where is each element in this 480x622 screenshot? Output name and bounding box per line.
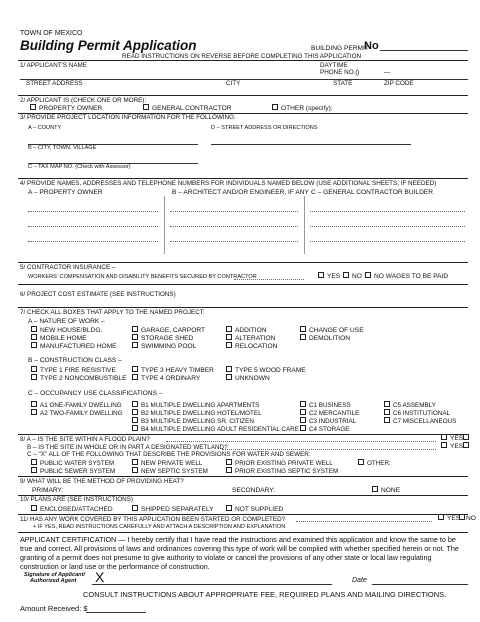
flood-plain-question: 8/ A – IS THE SITE WITHIN A FLOOD PLAIN? [20, 436, 150, 443]
tax-map-label: C – TAX MAP NO. (Check with Assessor) [28, 164, 131, 170]
checkbox[interactable] [31, 334, 37, 340]
date-field[interactable] [372, 584, 468, 585]
option-public-sewer[interactable]: PUBLIC SEWER SYSTEM [31, 468, 115, 475]
checkbox[interactable] [30, 104, 36, 110]
leader-dots [166, 441, 436, 442]
option-a1[interactable]: A1 ONE-FAMILY DWELLING [31, 402, 122, 409]
amount-received-field[interactable] [86, 612, 146, 613]
option-b3[interactable]: B3 MULTIPLE DWELLING SR. CITIZEN [132, 418, 254, 425]
phone-label: PHONE NO.( [320, 69, 358, 76]
option-addition[interactable]: ADDITION [226, 327, 267, 334]
contractor-line-1[interactable] [310, 211, 465, 212]
option-no-heat[interactable]: NONE [372, 487, 400, 494]
column-divider [164, 196, 165, 254]
divider [18, 307, 468, 308]
option-unknown[interactable]: UNKNOWN [226, 375, 270, 382]
state-label: STATE [333, 80, 353, 87]
checkbox[interactable] [300, 425, 306, 431]
signature-label-2: Authorized Agent [30, 578, 77, 584]
checkbox[interactable] [365, 272, 371, 278]
checkbox[interactable] [132, 401, 138, 407]
town-name: TOWN OF MEXICO [20, 30, 83, 37]
water-sewer-question: C – "X" ALL OF THE FOLLOWING THAT DESCRIBE THE PROVISIONS FOR WATER AND SEWER: [27, 451, 311, 458]
divider [18, 95, 468, 96]
option-type1[interactable]: TYPE 1 FIRE RESISTIVE [31, 367, 116, 374]
checkbox[interactable] [31, 326, 37, 332]
checkbox[interactable] [300, 409, 306, 415]
checkbox[interactable] [226, 334, 232, 340]
option-general-contractor[interactable]: GENERAL CONTRACTOR [143, 105, 232, 112]
check-boxes-label: 7/ CHECK ALL BOXES THAT APPLY TO THE NAMED PROJECT: [20, 309, 205, 316]
checkbox[interactable] [226, 366, 232, 372]
street-directions-label: D – STREET ADDRESS OR DIRECTIONS [211, 125, 318, 131]
checkbox[interactable] [132, 459, 138, 465]
checkbox[interactable] [132, 417, 138, 423]
cost-estimate-label: 6/ PROJECT COST ESTIMATE (SEE INSTRUCTIONS) [20, 291, 176, 298]
checkbox[interactable] [226, 374, 232, 380]
checkbox[interactable] [132, 425, 138, 431]
checkbox[interactable] [438, 514, 444, 520]
checkbox[interactable] [463, 442, 469, 448]
checkbox[interactable] [300, 334, 306, 340]
insurance-no-wages[interactable]: NO WAGES TO BE PAID [365, 273, 448, 280]
divider [18, 60, 468, 61]
option-c1[interactable]: C1 BUSINESS [300, 402, 351, 409]
architect-line-3[interactable] [170, 241, 298, 242]
checkbox[interactable] [372, 486, 378, 492]
checkbox[interactable] [132, 342, 138, 348]
county-label: A – COUNTY [28, 125, 62, 131]
option-prior-septic[interactable]: PRIOR EXISTING SEPTIC SYSTEM [226, 468, 338, 475]
option-garage[interactable]: GARAGE, CARPORT [132, 327, 205, 334]
divider [18, 178, 468, 179]
zip-code-label: ZIP CODE [384, 80, 414, 87]
plans-label: 10/ PLANS ARE (SEE INSTRUCTIONS) [20, 496, 134, 503]
option-a2[interactable]: A2 TWO-FAMILY DWELLING [31, 410, 123, 417]
signature-x-mark: X [95, 569, 105, 585]
checkbox[interactable] [459, 514, 465, 520]
applicant-is-label: 2/ APPLICANT IS (CHECK ONE OR MORE): [20, 97, 147, 104]
form-title: Building Permit Application [20, 38, 197, 53]
option-b4[interactable]: B4 MULTIPLE DWELLING ADULT RESIDENTIAL CARE [132, 426, 299, 433]
checkbox[interactable] [31, 374, 37, 380]
leader-dots [234, 279, 304, 280]
contractor-line-3[interactable] [310, 241, 465, 242]
contractor-line-2[interactable] [310, 226, 465, 227]
checkbox[interactable] [463, 434, 469, 440]
divider [18, 476, 468, 477]
option-manufactured-home[interactable]: MANUFACTURED HOME [31, 343, 117, 350]
checkbox[interactable] [31, 342, 37, 348]
checkbox[interactable] [31, 366, 37, 372]
wetland-question: B – IS THE SITE IN WHOLE OR IN PART A DESIGNATED WETLAND? [27, 444, 228, 451]
checkbox[interactable] [132, 467, 138, 473]
option-prior-well[interactable]: PRIOR EXISTING PRIVATE WELL [226, 460, 333, 467]
permit-label: BUILDING PERMIT [311, 45, 369, 52]
phone-paren: ) [357, 69, 360, 76]
option-c6[interactable]: C6 INSTITUTIONAL [384, 410, 450, 417]
option-other[interactable]: OTHER (specify): [272, 105, 333, 112]
option-type3[interactable]: TYPE 3 HEAVY TIMBER [132, 367, 214, 374]
checkbox[interactable] [272, 104, 278, 110]
option-relocation[interactable]: RELOCATION [226, 343, 277, 350]
leader-dots [222, 449, 436, 450]
option-plans-not-supplied[interactable]: NOT SUPPLIED [226, 506, 283, 513]
street-address-label: STREET ADDRESS [26, 80, 83, 87]
option-mobile-home[interactable]: MOBILE HOME [31, 335, 87, 342]
contractor-insurance-label: 5/ CONTRACTOR INSURANCE – [20, 264, 116, 271]
checkbox[interactable] [300, 326, 306, 332]
option-demolition[interactable]: DEMOLITION [300, 335, 350, 342]
option-plans-shipped[interactable]: SHIPPED SEPARATELY [132, 506, 214, 513]
checkbox[interactable] [31, 467, 37, 473]
checkbox[interactable] [300, 401, 306, 407]
checkbox[interactable] [226, 326, 232, 332]
option-public-water[interactable]: PUBLIC WATER SYSTEM [31, 460, 114, 467]
city-label: CITY [226, 80, 241, 87]
owner-line-1[interactable] [28, 211, 158, 212]
work-started-note: + IF YES, READ INSTRUCTIONS CAREFULLY AND ATTACH A DESCRIPTION AND EXPLANATION [33, 524, 286, 530]
option-c5[interactable]: C5 ASSEMBLY [384, 402, 436, 409]
checkbox[interactable] [300, 417, 306, 423]
option-alteration[interactable]: ALTERATION [226, 335, 275, 342]
checkbox[interactable] [132, 409, 138, 415]
permit-number-field[interactable] [380, 50, 468, 51]
option-c4[interactable]: C4 STORAGE [300, 426, 349, 433]
architect-line-1[interactable] [170, 211, 298, 212]
permit-number-symbol: No [364, 40, 379, 52]
contractor-heading: C – GENERAL CONTRACTOR BUILDER [311, 189, 434, 196]
secondary-heat-label: SECONDARY: [232, 487, 276, 494]
leader-dots [296, 521, 432, 522]
checkbox[interactable] [226, 459, 232, 465]
divider [18, 514, 468, 515]
wetland-yes[interactable]: YES [441, 443, 463, 450]
checkbox[interactable] [343, 272, 349, 278]
divider [18, 532, 468, 533]
checkbox[interactable] [132, 326, 138, 332]
checkbox[interactable] [384, 401, 390, 407]
checkbox[interactable] [31, 459, 37, 465]
divider [18, 434, 468, 435]
applicant-certification: APPLICANT CERTIFICATION — I hereby certify that I have read the instructions and examined this application and know the same to be true and correct. All provisions of laws and ordinances covering this type of work will be complied with whether specified herein or not. The granting of a permit does not presume to give authority to violate or cancel the provisions of any other state or local law regulating construction or land use or the performance of construction. [20, 535, 459, 572]
occupancy-title: C – OCCUPANCY USE CLASSIFICATIONS – [28, 390, 163, 397]
option-storage-shed[interactable]: STORAGE SHED [132, 335, 193, 342]
instructions-note: READ INSTRUCTIONS ON REVERSE BEFORE COMPLETING THIS APPLICATION [122, 53, 362, 60]
option-new-septic[interactable]: NEW SEPTIC SYSTEM [132, 468, 208, 475]
checkbox[interactable] [384, 409, 390, 415]
option-change-of-use[interactable]: CHANGE OF USE [300, 327, 364, 334]
checkbox[interactable] [132, 374, 138, 380]
primary-heat-label: PRIMARY: [32, 487, 64, 494]
option-c3[interactable]: C3 INDUSTRIAL [300, 418, 356, 425]
architect-line-2[interactable] [170, 226, 298, 227]
checkbox[interactable] [132, 334, 138, 340]
checkbox[interactable] [441, 442, 447, 448]
checkbox[interactable] [318, 272, 324, 278]
option-other-water[interactable]: OTHER: [358, 460, 391, 467]
option-type2[interactable]: TYPE 2 NONCOMBUSTIBLE [31, 375, 126, 382]
signature-label-1: Signature of Applicant/ [24, 572, 86, 578]
property-owner-heading: A – PROPERTY OWNER [28, 189, 103, 196]
street-directions-field[interactable] [211, 144, 411, 145]
architect-heading: B – ARCHITECT AND/OR ENGINEER, IF ANY [172, 189, 309, 196]
flood-yes[interactable]: YES [441, 435, 463, 442]
insurance-no[interactable]: NO [343, 273, 362, 280]
work-started-yes[interactable]: YES [438, 515, 460, 522]
option-b1[interactable]: B1 MULTIPLE DWELLING APARTMENTS [132, 402, 259, 409]
option-c2[interactable]: C2 MERCANTILE [300, 410, 359, 417]
date-label: Date [352, 577, 367, 584]
option-b2[interactable]: B2 MULTIPLE DWELLING HOTEL/MOTEL [132, 410, 262, 417]
checkbox[interactable] [132, 505, 138, 511]
divider [18, 262, 468, 263]
work-started-no[interactable]: NO [459, 515, 476, 522]
divider [18, 284, 468, 285]
work-started-question: 11/ HAS ANY WORK COVERED BY THIS APPLICATION BEEN STARTED OR COMPLETED? [20, 516, 286, 523]
flood-no[interactable] [463, 435, 471, 442]
checkbox[interactable] [132, 366, 138, 372]
applicant-name-label: 1/ APPLICANT'S NAME [20, 62, 87, 69]
option-property-owner[interactable]: PROPERTY OWNER [30, 105, 102, 112]
daytime-label: DAYTIME [320, 62, 348, 69]
checkbox[interactable] [31, 401, 37, 407]
insurance-yes[interactable]: YES [318, 273, 340, 280]
column-divider [304, 196, 305, 254]
checkbox[interactable] [384, 417, 390, 423]
option-new-well[interactable]: NEW PRIVATE WELL [132, 460, 202, 467]
option-type5[interactable]: TYPE 5 WOOD FRAME [226, 367, 306, 374]
amount-received-label: Amount Received: $ [20, 604, 88, 613]
checkbox[interactable] [226, 467, 232, 473]
wetland-no[interactable] [463, 443, 471, 450]
consult-instructions: CONSULT INSTRUCTIONS ABOUT APPROPRIATE FEE, REQUIRED PLANS AND MAILING DIRECTIONS. [83, 590, 447, 599]
project-location-label: 3/ PROVIDE PROJECT LOCATION INFORMATION FOR THE FOLLOWING: [20, 114, 236, 121]
checkbox[interactable] [226, 342, 232, 348]
checkbox[interactable] [226, 505, 232, 511]
checkbox[interactable] [441, 434, 447, 440]
option-swimming-pool[interactable]: SWIMMING POOL [132, 343, 196, 350]
owner-line-3[interactable] [28, 241, 158, 242]
phone-dash: — [384, 69, 391, 76]
option-plans-enclosed[interactable]: ENCLOSED/ATTACHED [31, 506, 113, 513]
construction-class-title: B – CONSTRUCTION CLASS – [28, 357, 122, 364]
workers-comp-label: WORKERS' COMPENSATION AND DISABILITY BENEFITS SECURED BY CONTRACTOR [28, 274, 257, 280]
checkbox[interactable] [31, 409, 37, 415]
option-c7[interactable]: C7 MISCELLANEOUS [384, 418, 456, 425]
heat-method-label: 9/ WHAT WILL BE THE METHOD OF PROVIDING HEAT? [20, 478, 184, 485]
nature-of-work-title: A – NATURE OF WORK – [28, 318, 105, 325]
checkbox[interactable] [358, 459, 364, 465]
option-type4[interactable]: TYPE 4 ORDINARY [132, 375, 200, 382]
checkbox[interactable] [143, 104, 149, 110]
checkbox[interactable] [31, 505, 37, 511]
option-new-house[interactable]: NEW HOUSE/BLDG. [31, 327, 102, 334]
signature-field[interactable] [92, 584, 332, 585]
owner-line-2[interactable] [28, 226, 158, 227]
names-addresses-label: 4/ PROVIDE NAMES, ADDRESSES AND TELEPHONE NUMBERS FOR INDIVIDUALS NAMED BELOW (USE ADDITIONAL SHEETS, IF NEEDED) [20, 180, 437, 187]
city-town-village-label: B – CITY, TOWN, VILLAGE [28, 145, 97, 151]
